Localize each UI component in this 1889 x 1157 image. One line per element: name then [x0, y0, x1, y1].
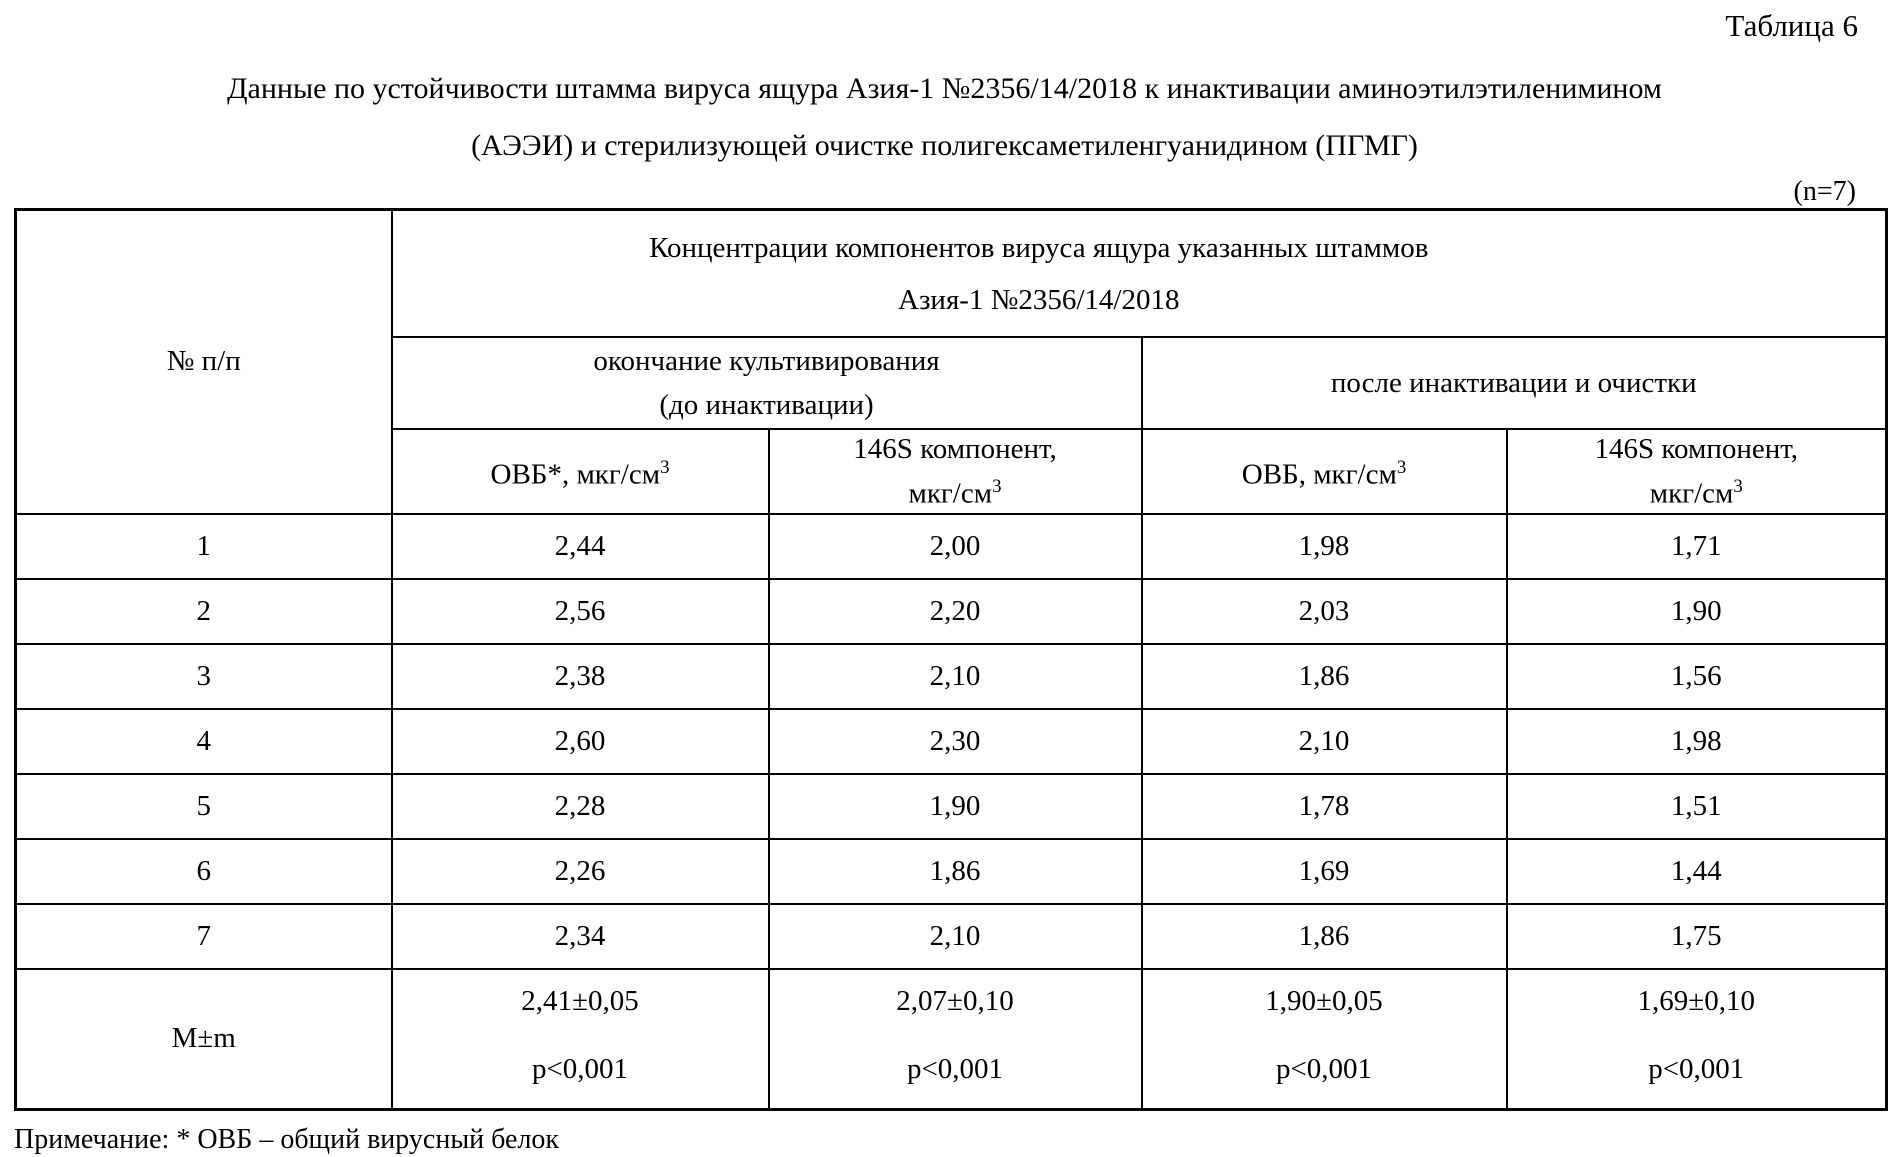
- value-cell: 1,90: [769, 774, 1142, 839]
- value-cell: 2,00: [769, 514, 1142, 579]
- superscript-3: 3: [1733, 476, 1743, 497]
- row-number-cell: 1: [16, 514, 392, 579]
- table-row: [16, 644, 1887, 709]
- group-header-cell: [392, 210, 1887, 338]
- value-cell: 2,38: [392, 644, 769, 709]
- value-cell: 2,56: [392, 579, 769, 644]
- superscript-3: 3: [660, 457, 670, 478]
- value-cell: 1,98: [1507, 709, 1887, 774]
- value-cell: 2,28: [392, 774, 769, 839]
- summary-value-cell: [1507, 969, 1887, 1110]
- table-row: [16, 579, 1887, 644]
- p-value: p<0,001: [1648, 1052, 1745, 1085]
- value-cell: 1,86: [1142, 644, 1507, 709]
- sample-size-label: (n=7): [1793, 176, 1856, 207]
- table-row: [16, 514, 1887, 579]
- value-cell: 2,60: [392, 709, 769, 774]
- row-number-cell: 2: [16, 579, 392, 644]
- superscript-3: 3: [992, 476, 1002, 497]
- value-cell: 1,44: [1507, 839, 1887, 904]
- document-title-line2: (АЭЭИ) и стерилизующей очистке полигексаметиленгуанидином (ПГМГ): [471, 129, 1418, 162]
- summary-value-cell: [392, 969, 769, 1110]
- p-value: p<0,001: [1275, 1052, 1373, 1085]
- subgroup-after-inactivation-cell: после инактивации и очистки: [1142, 337, 1887, 429]
- table-row: [16, 904, 1887, 969]
- group-header-line1: Концентрации компонентов вируса ящура указанных штаммов: [649, 231, 1429, 264]
- col-header-ovb-after: ОВБ, мкг/$см^3$: [1142, 429, 1507, 514]
- value-cell: 2,10: [1142, 709, 1507, 774]
- table-number-label: Таблица 6: [1725, 8, 1858, 43]
- value-cell: 1,71: [1507, 514, 1887, 579]
- results-table: [14, 208, 1888, 1111]
- value-cell: 2,34: [392, 904, 769, 969]
- value-cell: 1,78: [1142, 774, 1507, 839]
- value-cell: 2,10: [769, 644, 1142, 709]
- mean-value: 1,69±0,10: [1637, 984, 1755, 1017]
- p-value: p<0,001: [906, 1052, 1004, 1085]
- group-header-line2: Азия-1 №2356/14/2018: [898, 283, 1180, 316]
- table-row: [16, 774, 1887, 839]
- corner-header-cell: № п/п: [16, 210, 392, 514]
- value-cell: 1,75: [1507, 904, 1887, 969]
- mean-value: 2,07±0,10: [896, 984, 1014, 1017]
- value-cell: 1,86: [1142, 904, 1507, 969]
- subgroup-before-inactivation-cell: [392, 337, 1142, 429]
- subgroup-before-line1: окончание культивирования: [593, 345, 940, 377]
- value-cell: 2,10: [769, 904, 1142, 969]
- value-cell: 1,98: [1142, 514, 1507, 579]
- row-number-cell: 5: [16, 774, 392, 839]
- superscript-3: 3: [1396, 457, 1407, 478]
- value-cell: 2,30: [769, 709, 1142, 774]
- p-value: p<0,001: [531, 1052, 629, 1085]
- value-cell: 2,44: [392, 514, 769, 579]
- summary-value-cell: [1142, 969, 1507, 1110]
- summary-label-cell: M±m: [16, 969, 392, 1110]
- footnote: Примечание: * ОВБ – общий вирусный белок: [14, 1123, 560, 1155]
- row-number-cell: 6: [16, 839, 392, 904]
- row-number-cell: 7: [16, 904, 392, 969]
- value-cell: 1,56: [1507, 644, 1887, 709]
- mean-value: 2,41±0,05: [521, 984, 639, 1017]
- mean-value: 1,90±0,05: [1265, 984, 1383, 1017]
- value-cell: 1,51: [1507, 774, 1887, 839]
- value-cell: 1,86: [769, 839, 1142, 904]
- row-number-cell: 3: [16, 644, 392, 709]
- table-row: [16, 839, 1887, 904]
- col-header-ovb-before: ОВБ*, мкг/$см^3$: [392, 429, 769, 514]
- value-cell: 1,69: [1142, 839, 1507, 904]
- document-title-line1: Данные по устойчивости штамма вируса ящура Азия-1 №2356/14/2018 к инактивации аминоэтилэтиленимином: [227, 72, 1662, 105]
- table-row: [16, 709, 1887, 774]
- document-title: [0, 60, 1889, 174]
- group-header-row: [16, 210, 1887, 338]
- col-header-146s-after: 146S компонент, мкг/$см^3$: [1507, 429, 1887, 514]
- value-cell: 2,03: [1142, 579, 1507, 644]
- subgroup-before-line2: (до инактивации): [659, 389, 874, 421]
- row-number-cell: 4: [16, 709, 392, 774]
- value-cell: 1,90: [1507, 579, 1887, 644]
- value-cell: 2,26: [392, 839, 769, 904]
- value-cell: 2,20: [769, 579, 1142, 644]
- summary-row: [16, 969, 1887, 1110]
- col-header-146s-before: 146S компонент, мкг/$см^3$: [769, 429, 1142, 514]
- summary-value-cell: [769, 969, 1142, 1110]
